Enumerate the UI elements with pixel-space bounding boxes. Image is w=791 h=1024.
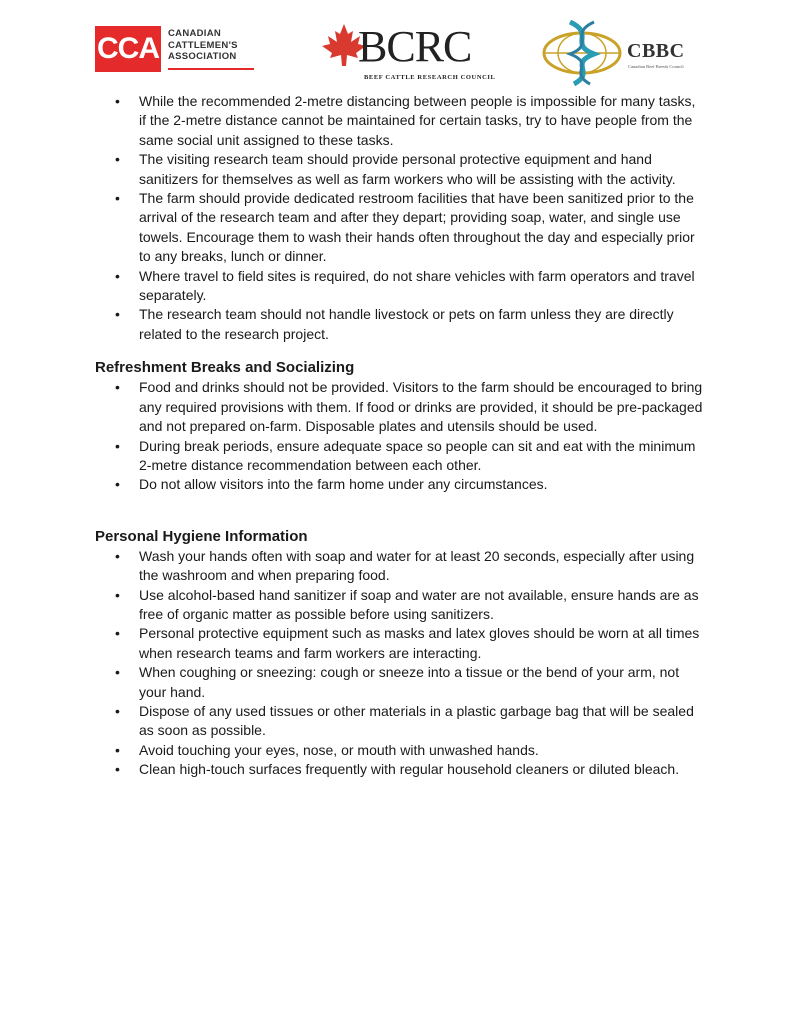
list-item: • During break periods, ensure adequate space so people can sit and eat with the minimum 2-metre distance recommendation between each other. xyxy=(95,437,705,476)
list-item: • Clean high-touch surfaces frequently with regular household cleaners or diluted bleach. xyxy=(95,760,705,779)
list-item: • The farm should provide dedicated restroom facilities that have been sanitized prior to the arrival of the research team and after they depart; providing soap, water, and single use towels. Encourage them to wash their hands often throughout the day and especially prior to any breaks, lunch or dinner. xyxy=(95,189,705,267)
list-item: • While the recommended 2-metre distancing between people is impossible for many tasks, if the 2-metre distance cannot be maintained for certain tasks, try to have people from the same social unit assigned to these tasks. xyxy=(95,92,705,150)
visits-list xyxy=(95,92,705,344)
cca-logo-words xyxy=(168,28,238,63)
hygiene-list xyxy=(95,547,705,780)
list-item: • Food and drinks should not be provided. Visitors to the farm should be encouraged to bring any required provisions with them. If food or drinks are provided, it should be pre-packaged and not prepared on-farm. Disposable plates and utensils should be used. xyxy=(95,378,705,436)
page-header xyxy=(0,0,791,90)
bcrc-logo-subtitle: BEEF CATTLE RESEARCH COUNCIL xyxy=(364,74,496,81)
document-body xyxy=(95,92,705,780)
cca-logo-line-3: ASSOCIATION xyxy=(168,51,237,62)
list-item: • Wash your hands often with soap and water for at least 20 seconds, especially after using the washroom and when preparing food. xyxy=(95,547,705,586)
list-item: • Dispose of any used tissues or other materials in a plastic garbage bag that will be sealed as soon as possible. xyxy=(95,702,705,741)
cbbc-logo-subtitle: Canadian Beef Breeds Council xyxy=(628,64,684,69)
cbbc-logo-name: CBBC xyxy=(627,40,685,62)
cca-logo-mark: CCA xyxy=(95,26,161,72)
bcrc-logo xyxy=(320,18,496,84)
list-item: • Avoid touching your eyes, nose, or mouth with unwashed hands. xyxy=(95,741,705,760)
cca-logo-rule xyxy=(168,68,254,70)
list-item: • When coughing or sneezing: cough or sneeze into a tissue or the bend of your arm, not your hand. xyxy=(95,663,705,702)
list-item: • The visiting research team should provide personal protective equipment and hand sanitizers for themselves as well as farm workers who will be assisting with the activity. xyxy=(95,150,705,189)
list-item: • Use alcohol-based hand sanitizer if soap and water are not available, ensure hands are as free of organic matter as possible before using sanitizers. xyxy=(95,586,705,625)
cca-logo-line-2: CATTLEMEN'S xyxy=(168,39,238,51)
cbbc-logo xyxy=(540,20,700,86)
cca-logo xyxy=(95,26,255,76)
bcrc-logo-name: BCRC xyxy=(358,22,472,71)
list-item: • Personal protective equipment such as masks and latex gloves should be worn at all times when research teams and farm workers are interacting. xyxy=(95,624,705,663)
hygiene-heading: Personal Hygiene Information xyxy=(95,527,308,545)
dna-globe-icon xyxy=(540,20,624,86)
list-item: • Do not allow visitors into the farm home under any circumstances. xyxy=(95,475,705,494)
refreshment-list xyxy=(95,378,705,494)
cca-logo-line-1: CANADIAN xyxy=(168,28,222,39)
list-item: • Where travel to field sites is required, do not share vehicles with farm operators and travel separately. xyxy=(95,267,705,306)
refreshment-heading: Refreshment Breaks and Socializing xyxy=(95,359,355,377)
list-item: • The research team should not handle livestock or pets on farm unless they are directly related to the research project. xyxy=(95,305,705,344)
